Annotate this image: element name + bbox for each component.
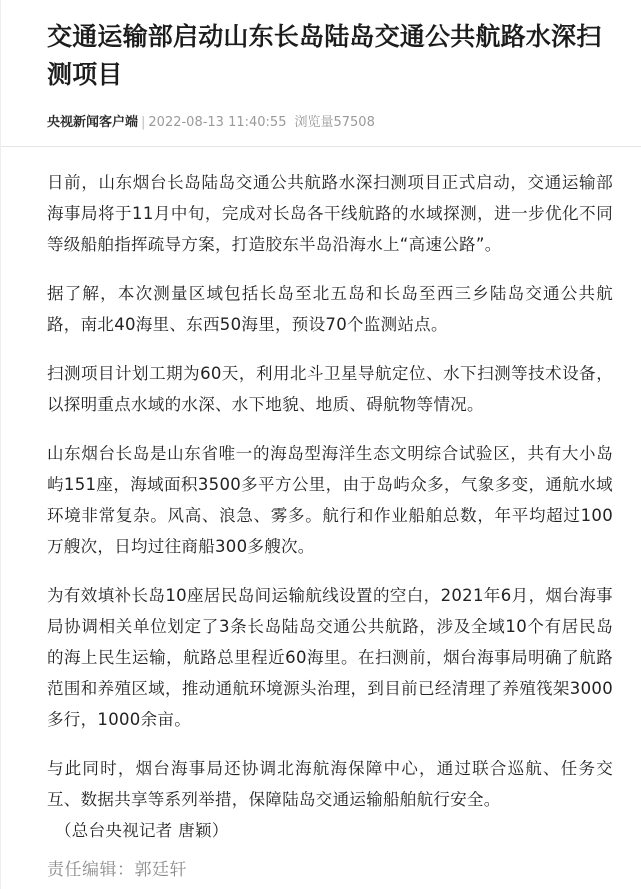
article-views: 浏览量57508 xyxy=(294,115,375,130)
article-paragraph-5: 为有效填补长岛10座居民岛间运输航线设置的空白，2021年6月，烟台海事局协调相关单位划定了3条长岛陆岛交通公共航路，涉及全域10个有居民岛的海上民生运输，航路总里程近60海里。在扫测前，烟台海事局明确了航路范围和养殖区域，推动通航环境源头治理，到目前已经清理了养殖筏架3000多行，1000余亩。 xyxy=(47,586,613,729)
reporter-credit: （总台央视记者 唐颖） xyxy=(55,821,229,840)
article-paragraph-4: 山东烟台长岛是山东省唯一的海岛型海洋生态文明综合试验区，共有大小岛屿151座，海域面积3500多平方公里，由于岛屿众多，气象多变，通航水域环境非常复杂。风高、浪急、雾多。航行和作业船舶总数，年平均超过100万艘次，日均过往商船300多艘次。 xyxy=(47,444,613,556)
article-paragraph-3: 扫测项目计划工期为60天，利用北斗卫星导航定位、水下扫测等技术设备，以探明重点水域的水深、水下地貌、地质、碍航物等情况。 xyxy=(47,364,613,414)
article-body xyxy=(47,167,613,846)
article-source[interactable]: 央视新闻客户端 xyxy=(47,115,139,130)
article-paragraph-6-text: 与此同时，烟台海事局还协调北海航海保障中心，通过联合巡航、任务交互、数据共享等系列举措，保障陆岛交通运输船舶航行安全。 xyxy=(47,759,613,809)
article-datetime: 2022-08-13 11:40:55 xyxy=(148,115,287,130)
article-paragraph-1: 日前，山东烟台长岛陆岛交通公共航路水深扫测项目正式启动，交通运输部海事局将于11月中旬，完成对长岛各干线航路的水域探测，进一步优化不同等级船舶指挥疏导方案，打造胶东半岛沿海水上“高速公路”。 xyxy=(47,173,613,254)
article-meta xyxy=(47,114,617,132)
article-paragraph-2: 据了解，本次测量区域包括长岛至北五岛和长岛至西三乡陆岛交通公共航路，南北40海里、东西50海里，预设70个监测站点。 xyxy=(47,284,613,334)
article-title: 交通运输部启动山东长岛陆岛交通公共航路水深扫测项目 xyxy=(47,22,602,89)
article-paragraph-6 xyxy=(47,753,613,846)
responsible-editor: 责任编辑：郭廷轩 xyxy=(47,860,187,880)
header-divider xyxy=(1,146,641,147)
meta-separator: | xyxy=(141,115,146,130)
